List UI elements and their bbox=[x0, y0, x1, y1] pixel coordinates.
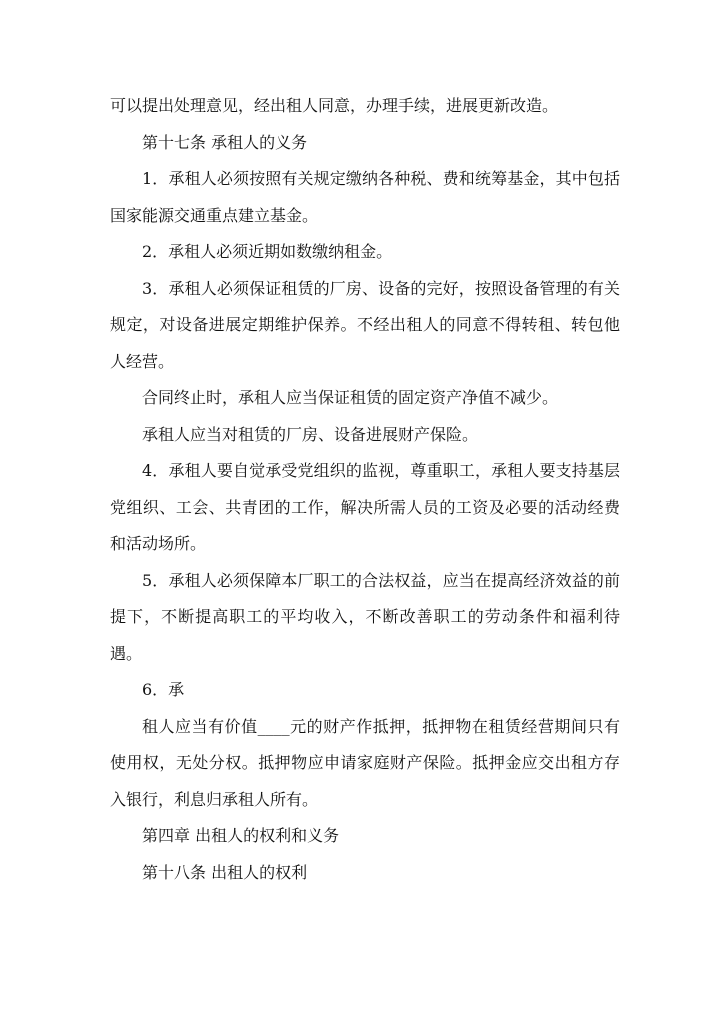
paragraph-item-2: 2．承租人必须近期如数缴纳租金。 bbox=[142, 242, 393, 261]
article-18-heading: 第十八条 出租人的权利 bbox=[142, 862, 308, 882]
paragraph-mortgage: 租人应当有价值____元的财产作抵押，抵押物在租赁经营期间只有使用权，无处分权。抵押物应申请家庭财产保险。抵押金应交出租方存入银行，利息归承租人所有。 bbox=[110, 716, 620, 809]
paragraph-item-4: 4．承租人要自觉承受党组织的监视，尊重职工，承租人要支持基层党组织、工会、共青团的工作，解决所需人员的工资及必要的活动经费和活动场所。 bbox=[110, 461, 620, 553]
paragraph-item-6: 6．承 bbox=[142, 680, 185, 699]
paragraph-contract-termination: 合同终止时，承租人应当保证租赁的固定资产净值不减少。 bbox=[142, 388, 559, 407]
paragraph-insurance: 承租人应当对租赁的厂房、设备进展财产保险。 bbox=[142, 424, 479, 444]
paragraph-continuation: 可以提出处理意见，经出租人同意，办理手续，进展更新改造。 bbox=[110, 96, 559, 115]
article-17-heading: 第十七条 承租人的义务 bbox=[142, 132, 308, 152]
paragraph-item-3: 3．承租人必须保证租赁的厂房、设备的完好，按照设备管理的有关规定，对设备进展定期维护保养。不经出租人的同意不得转租、转包他人经营。 bbox=[110, 278, 620, 371]
document-body bbox=[110, 88, 620, 891]
paragraph-item-1: 1．承租人必须按照有关规定缴纳各种税、费和统筹基金，其中包括国家能源交通重点建立基金。 bbox=[110, 169, 620, 225]
chapter-4-heading: 第四章 出租人的权利和义务 bbox=[142, 826, 340, 845]
paragraph-item-5: 5．承租人必须保障本厂职工的合法权益，应当在提高经济效益的前提下，不断提高职工的平均收入，不断改善职工的劳动条件和福利待遇。 bbox=[110, 570, 620, 663]
